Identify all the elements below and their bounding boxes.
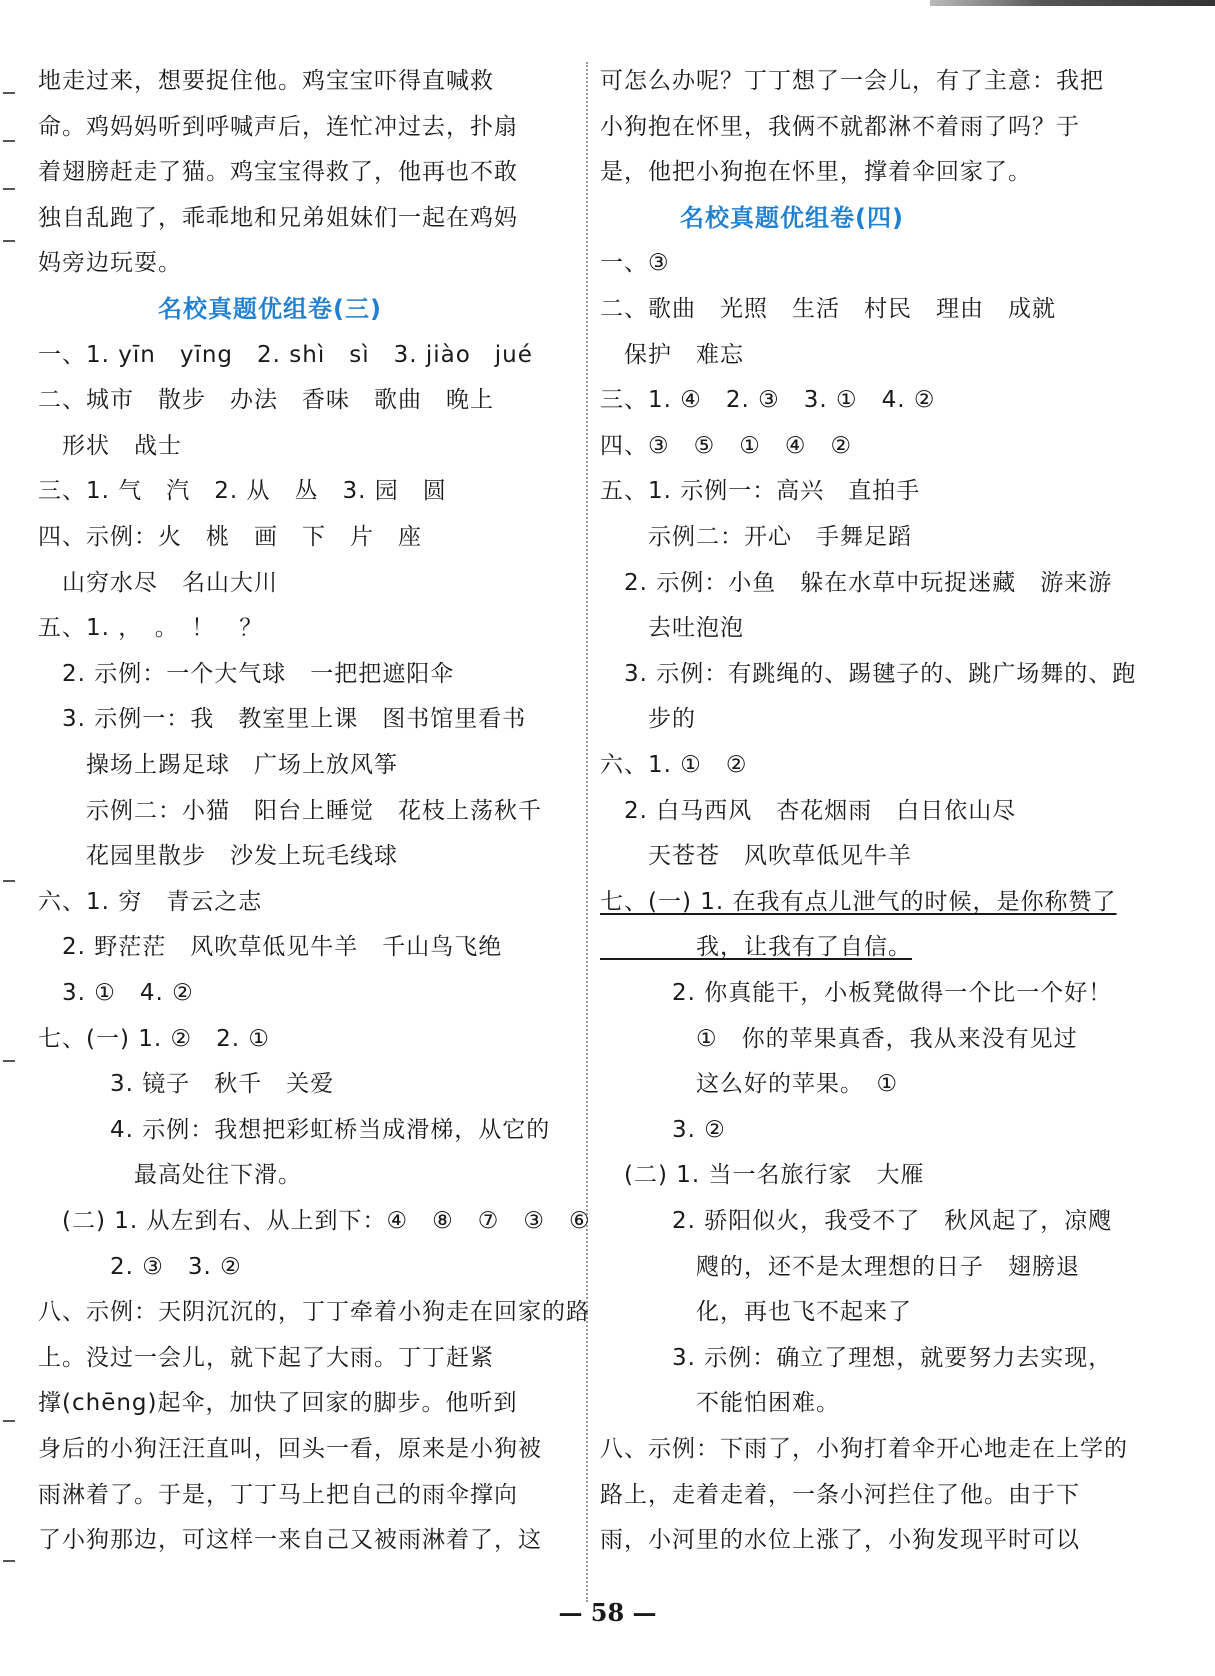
answer-line: 撑(chēng)起伞，加快了回家的脚步。他听到	[38, 1390, 518, 1417]
answer-line: 2. 骄阳似火，我受不了 秋风起了，凉飕	[600, 1208, 1113, 1234]
answer-line: (二) 1. 当一名旅行家 大雁	[600, 1162, 925, 1189]
answer-line: 飕的，还不是太理想的日子 翅膀退	[600, 1253, 1080, 1280]
answer-line: 山穷水尽 名山大川	[38, 569, 278, 596]
answer-line: 示例二：开心 手舞足蹈	[600, 524, 912, 550]
answer-line: 2. 白马西风 杏花烟雨 白日依山尽	[600, 797, 1017, 824]
answer-line: (二) 1. 从左到右、从上到下：④ ⑧ ⑦ ③ ⑥	[38, 1208, 591, 1234]
answer-line: 步的	[600, 706, 696, 733]
answer-line: 2. 你真能干，小板凳做得一个比一个好！	[600, 980, 1113, 1006]
answer-line: 上。没过一会儿，就下起了大雨。丁丁赶紧	[38, 1344, 494, 1371]
answer-line: 示例二：小猫 阳台上睡觉 花枝上荡秋千	[38, 797, 542, 824]
answer-line: 雨，小河里的水位上涨了，小狗发现平时可以	[600, 1527, 1080, 1554]
answer-line: 花园里散步 沙发上玩毛线球	[38, 843, 398, 870]
answer-line: 八、示例：下雨了，小狗打着伞开心地走在上学的	[600, 1436, 1128, 1462]
answer-line: 四、示例：火 桃 画 下 片 座	[38, 524, 422, 550]
answer-line: 一、1. yīn yīng 2. shì sì 3. jiào jué	[38, 341, 533, 368]
answer-line: 五、1. 示例一：高兴 直拍手	[600, 478, 921, 505]
story-line: 妈旁边玩耍。	[38, 250, 182, 277]
answer-line: 八、示例：天阴沉沉的，丁丁牵着小狗走在回家的路	[38, 1299, 590, 1326]
answer-line: 雨淋着了。于是，丁丁马上把自己的雨伞撑向	[38, 1481, 518, 1508]
answer-line: 天苍苍 风吹草低见牛羊	[600, 843, 912, 870]
answer-line: 二、歌曲 光照 生活 村民 理由 成就	[600, 296, 1056, 322]
answer-line: 最高处往下滑。	[38, 1162, 302, 1189]
answer-line: 操场上踢足球 广场上放风筝	[38, 752, 398, 778]
answer-line: 3. 示例一：我 教室里上课 图书馆里看书	[38, 706, 527, 733]
story-line: 独自乱跑了，乖乖地和兄弟姐妹们一起在鸡妈	[38, 204, 518, 231]
column-divider	[586, 62, 588, 1602]
answer-line: 七、(一) 1. 在我有点儿泄气的时候，是你称赞了	[600, 888, 1117, 915]
answer-line: 五、1. ， 。 ！ ？	[38, 615, 264, 642]
answer-line: 路上，走着走着，一条小河拦住了他。由于下	[600, 1481, 1080, 1508]
answer-line: 四、③ ⑤ ① ④ ②	[600, 432, 853, 459]
answer-line: 形状 战士	[38, 432, 182, 459]
answer-line: ① 你的苹果真香，我从来没有见过	[600, 1025, 1078, 1052]
answer-line: 4. 示例：我想把彩虹桥当成滑梯，从它的	[38, 1116, 551, 1143]
answer-line: 3. 示例：有跳绳的、踢毽子的、跳广场舞的、跑	[600, 660, 1137, 687]
story-line: 命。鸡妈妈听到呼喊声后，连忙冲过去，扑扇	[38, 113, 518, 140]
answer-line: 六、1. 穷 青云之志	[38, 888, 263, 915]
answer-line: 3. ① 4. ②	[38, 980, 194, 1006]
answer-line: 不能怕困难。	[600, 1390, 840, 1417]
answer-line: 3. ②	[600, 1116, 726, 1143]
story-line: 是，他把小狗抱在怀里，撑着伞回家了。	[600, 159, 1032, 186]
scan-edge-shadow	[930, 0, 1215, 6]
answer-line: 去吐泡泡	[600, 615, 744, 642]
answer-line: 化，再也飞不起来了	[600, 1299, 912, 1326]
section-title: 名校真题优组卷(四)	[680, 203, 904, 232]
answer-line: 这么好的苹果。 ①	[600, 1071, 899, 1098]
answer-line: 3. 示例：确立了理想，就要努力去实现，	[600, 1344, 1113, 1371]
binding-margin-marks	[0, 0, 18, 1676]
answer-line: 2. 野茫茫 风吹草低见牛羊 千山鸟飞绝	[38, 934, 503, 961]
answer-line: 二、城市 散步 办法 香味 歌曲 晚上	[38, 387, 494, 414]
page-number: — 58 —	[558, 1598, 657, 1627]
answer-line: 身后的小狗汪汪直叫，回头一看，原来是小狗被	[38, 1436, 542, 1462]
answer-line: 2. ③ 3. ②	[38, 1253, 242, 1280]
section-title: 名校真题优组卷(三)	[158, 295, 382, 323]
story-line: 可怎么办呢？丁丁想了一会儿，有了主意：我把	[600, 68, 1104, 94]
answer-line: 3. 镜子 秋千 关爱	[38, 1071, 335, 1098]
answer-line: 我，让我有了自信。	[600, 934, 912, 961]
answer-line: 一、③	[600, 250, 670, 277]
answer-line: 三、1. 气 汽 2. 从 丛 3. 园 圆	[38, 478, 447, 505]
answer-line: 七、(一) 1. ② 2. ①	[38, 1025, 271, 1052]
answer-line: 保护 难忘	[600, 341, 744, 368]
answer-line: 六、1. ① ②	[600, 752, 748, 778]
answer-line: 三、1. ④ 2. ③ 3. ① 4. ②	[600, 387, 936, 414]
story-line: 地走过来，想要捉住他。鸡宝宝吓得直喊救	[38, 68, 494, 94]
story-line: 小狗抱在怀里，我俩不就都淋不着雨了吗？于	[600, 113, 1080, 140]
story-line: 着翅膀赶走了猫。鸡宝宝得救了，他再也不敢	[38, 159, 518, 186]
answer-line: 2. 示例：小鱼 躲在水草中玩捉迷藏 游来游	[600, 569, 1113, 596]
answer-line: 2. 示例：一个大气球 一把把遮阳伞	[38, 660, 455, 687]
answer-line: 了小狗那边，可这样一来自己又被雨淋着了，这	[38, 1527, 542, 1554]
